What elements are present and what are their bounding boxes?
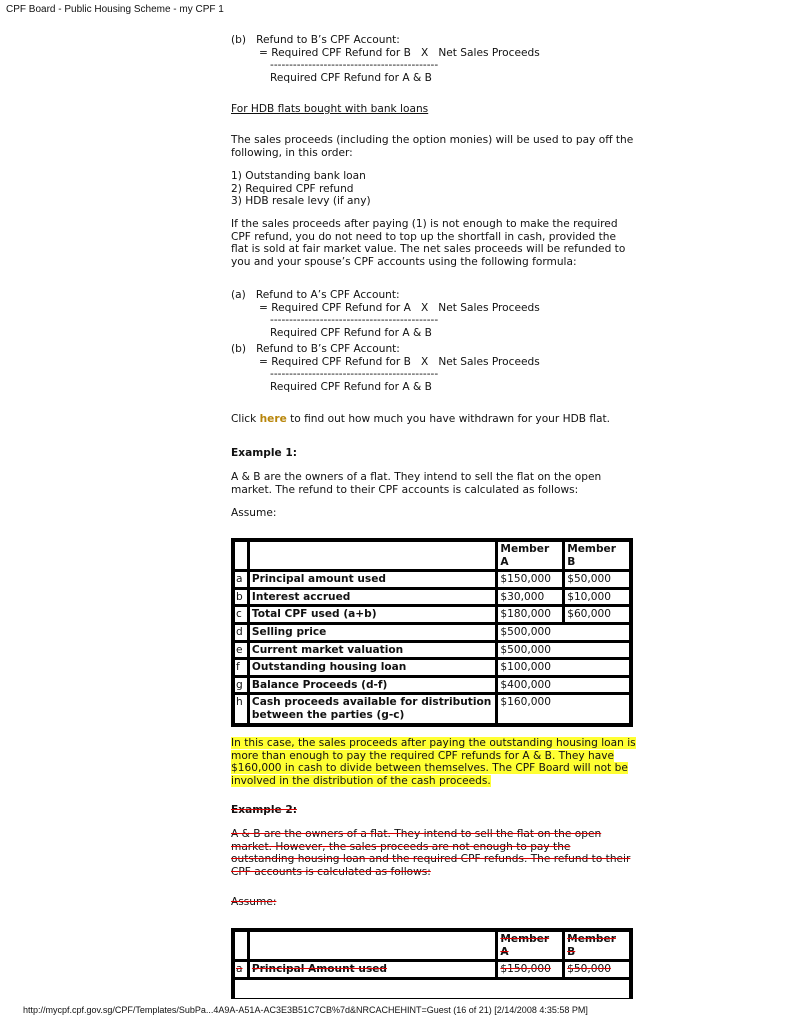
list-item: 2) Required CPF refund: [231, 182, 354, 195]
order-list: [231, 170, 636, 208]
table-row: [234, 677, 630, 694]
table-row: [234, 589, 630, 606]
example2-heading: Example 2:: [231, 804, 297, 816]
formula-label: (a): [231, 289, 246, 301]
formula-line: = Required CPF Refund for B X Net Sales Proceeds: [259, 355, 540, 368]
shortfall-paragraph: If the sales proceeds after paying (1) is not enough to make the required CPF refund, you do not need to top up the shortfall in cash, provided the flat is sold at fair market value. The net sales proceeds will be refunded to you and your spouse’s CPF accounts using the following formula:: [231, 218, 626, 268]
col-member-a: Member A: [497, 541, 563, 570]
row-label: Principal Amount used: [249, 961, 496, 978]
formula-dashes: --------------------------------------------: [270, 314, 439, 327]
row-key: a: [234, 961, 248, 978]
col-member-b: Member B: [564, 931, 630, 960]
combined-value: $100,000: [497, 659, 630, 676]
table-row: [234, 961, 630, 978]
combined-value: $500,000: [497, 624, 630, 641]
formula-label: (b): [231, 343, 246, 355]
example2-assume: Assume:: [231, 896, 277, 908]
formula-b: [231, 343, 636, 393]
member-a-value: $30,000: [497, 589, 563, 606]
member-b-value: $50,000: [564, 961, 630, 978]
formula-denom: Required CPF Refund for A & B: [270, 326, 432, 339]
col-member-b: Member B: [564, 541, 630, 570]
table-row: [234, 624, 630, 641]
click-post: to find out how much you have withdrawn for your HDB flat.: [286, 413, 611, 425]
example2-intro: A & B are the owners of a flat. They intend to sell the flat on the open market. However, the sales proceeds are not enough to pay the outstanding housing loan and the required CPF refunds. The refund to their CPF accounts is calculated as follows:: [231, 828, 631, 878]
table-row: [234, 659, 630, 676]
example2-table: [231, 928, 633, 999]
page-header: CPF Board - Public Housing Scheme - my CPF 1: [6, 4, 224, 15]
formula-title: Refund to B’s CPF Account:: [256, 34, 400, 46]
col-member-a: Member A: [497, 931, 563, 960]
formula-denom: Required CPF Refund for A & B: [270, 380, 432, 393]
example1-intro: A & B are the owners of a flat. They intend to sell the flat on the open market. The refund to their CPF accounts is calculated as follows:: [231, 471, 602, 496]
formula-dashes: --------------------------------------------: [270, 59, 439, 72]
row-key: a: [234, 571, 248, 588]
table-row: [234, 606, 630, 623]
table-row: [234, 694, 630, 723]
row-label: Interest accrued: [249, 589, 496, 606]
formula-label: (b): [231, 34, 246, 46]
formula-denom: Required CPF Refund for A & B: [270, 71, 432, 84]
table-row: [234, 642, 630, 659]
formula-line: = Required CPF Refund for A X Net Sales Proceeds: [259, 301, 540, 314]
click-pre: Click: [231, 413, 260, 425]
example1-assume: Assume:: [231, 507, 277, 519]
row-key: c: [234, 606, 248, 623]
here-link[interactable]: here: [259, 413, 287, 425]
highlighted-conclusion: In this case, the sales proceeds after paying the outstanding housing loan is more than enough to pay the required CPF refunds for A & B. They have $160,000 in cash to divide between themselves. The CPF Board will not be involved in the distribution of the cash proceeds.: [231, 737, 636, 787]
row-label: Total CPF used (a+b): [249, 606, 496, 623]
row-key: d: [234, 624, 248, 641]
row-key: f: [234, 659, 248, 676]
formula-line: = Required CPF Refund for B X Net Sales Proceeds: [259, 46, 540, 59]
example1-table: [231, 538, 633, 727]
member-b-value: $10,000: [564, 589, 630, 606]
page-footer: http://mycpf.cpf.gov.sg/CPF/Templates/SubPa...4A9A-A51A-AC3E3B51C7CB%7d&NRCACHEHINT=Guest (16 of 21) [2/14/2008 4:35:58 PM]: [23, 1005, 588, 1015]
formula-title: Refund to A’s CPF Account:: [255, 289, 400, 301]
row-label: Current market valuation: [249, 642, 496, 659]
row-label: Principal amount used: [249, 571, 496, 588]
bank-intro: The sales proceeds (including the option monies) will be used to pay off the following, in this order:: [231, 134, 634, 159]
formula-dashes: --------------------------------------------: [270, 368, 439, 381]
member-a-value: $150,000: [497, 961, 563, 978]
row-key: b: [234, 589, 248, 606]
row-key: g: [234, 677, 248, 694]
bank-loans-heading: For HDB flats bought with bank loans: [231, 103, 429, 115]
table-header-row: [234, 931, 630, 960]
click-here-line: [231, 413, 636, 426]
list-item: 1) Outstanding bank loan: [231, 170, 366, 182]
member-b-value: $50,000: [564, 571, 630, 588]
table-row: [234, 571, 630, 588]
list-item: 3) HDB resale levy (if any): [231, 195, 371, 208]
combined-value: $500,000: [497, 642, 630, 659]
table-row: [234, 979, 630, 998]
row-label: Selling price: [249, 624, 496, 641]
combined-value: $400,000: [497, 677, 630, 694]
example1-heading: Example 1:: [231, 447, 297, 459]
formula-title: Refund to B’s CPF Account:: [256, 343, 400, 355]
member-a-value: $150,000: [497, 571, 563, 588]
row-key: e: [234, 642, 248, 659]
formula-a: [231, 289, 636, 339]
row-label: Balance Proceeds (d-f): [249, 677, 496, 694]
row-label: Outstanding housing loan: [249, 659, 496, 676]
row-label: Cash proceeds available for distribution between the parties (g-c): [249, 694, 496, 723]
row-key: h: [234, 694, 248, 723]
member-b-value: $60,000: [564, 606, 630, 623]
combined-value: $160,000: [497, 694, 630, 723]
member-a-value: $180,000: [497, 606, 563, 623]
table-header-row: [234, 541, 630, 570]
formula-b-top: [231, 34, 636, 84]
